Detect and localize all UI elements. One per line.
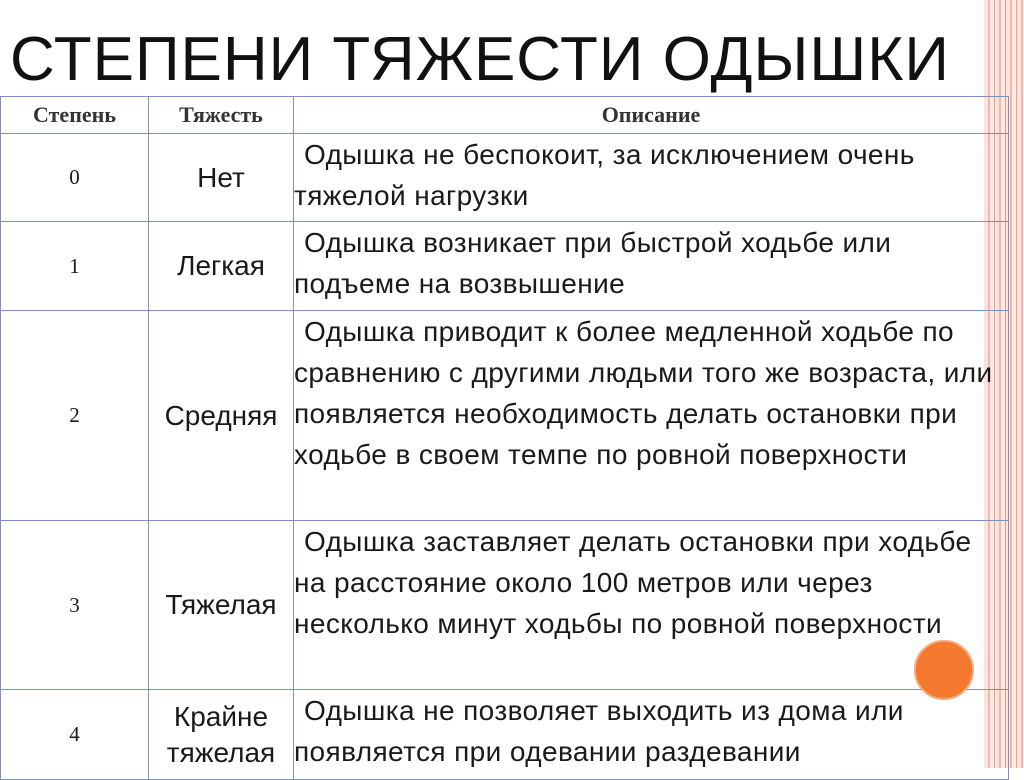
- degree-cell: 2: [1, 311, 149, 521]
- severity-cell: Легкая: [149, 222, 294, 311]
- severity-cell: Тяжелая: [149, 521, 294, 690]
- severity-cell: Нет: [149, 134, 294, 222]
- degree-cell: 4: [1, 690, 149, 780]
- table-row: [1, 222, 1009, 311]
- description-cell: [294, 311, 1009, 521]
- table-row: [1, 521, 1009, 690]
- description-text: Одышка не беспокоит, за исключением очень тяжелой нагрузки: [294, 139, 915, 211]
- table-header-row: [1, 97, 1009, 134]
- header-description: Описание: [294, 97, 1009, 134]
- table-row: [1, 311, 1009, 521]
- table-row: [1, 690, 1009, 780]
- description-cell: [294, 690, 1009, 780]
- degree-cell: 1: [1, 222, 149, 311]
- description-cell: [294, 222, 1009, 311]
- accent-circle: [914, 640, 974, 700]
- dyspnea-severity-table: [0, 96, 1009, 780]
- slide-title: СТЕПЕНИ ТЯЖЕСТИ ОДЫШКИ: [10, 25, 950, 94]
- description-text: Одышка заставляет делать остановки при ходьбе на расстояние около 100 метров или через несколько минут ходьбы по ровной поверхности: [294, 526, 972, 639]
- description-text: Одышка возникает при быстрой ходьбе или подъеме на возвышение: [294, 227, 892, 299]
- table-row: [1, 134, 1009, 222]
- header-severity: Тяжесть: [149, 97, 294, 134]
- description-text: Одышка приводит к более медленной ходьбе по сравнению с другими людьми того же возраста, или появляется необходимость делать остановки при ходьбе в своем темпе по ровной поверхности: [294, 316, 993, 470]
- description-text: Одышка не позволяет выходить из дома или появляется при одевании раздевании: [294, 695, 904, 767]
- description-cell: [294, 521, 1009, 690]
- degree-cell: 0: [1, 134, 149, 222]
- description-cell: [294, 134, 1009, 222]
- header-degree: Степень: [1, 97, 149, 134]
- degree-cell: 3: [1, 521, 149, 690]
- severity-cell: Крайне тяжелая: [149, 690, 294, 780]
- severity-cell: Средняя: [149, 311, 294, 521]
